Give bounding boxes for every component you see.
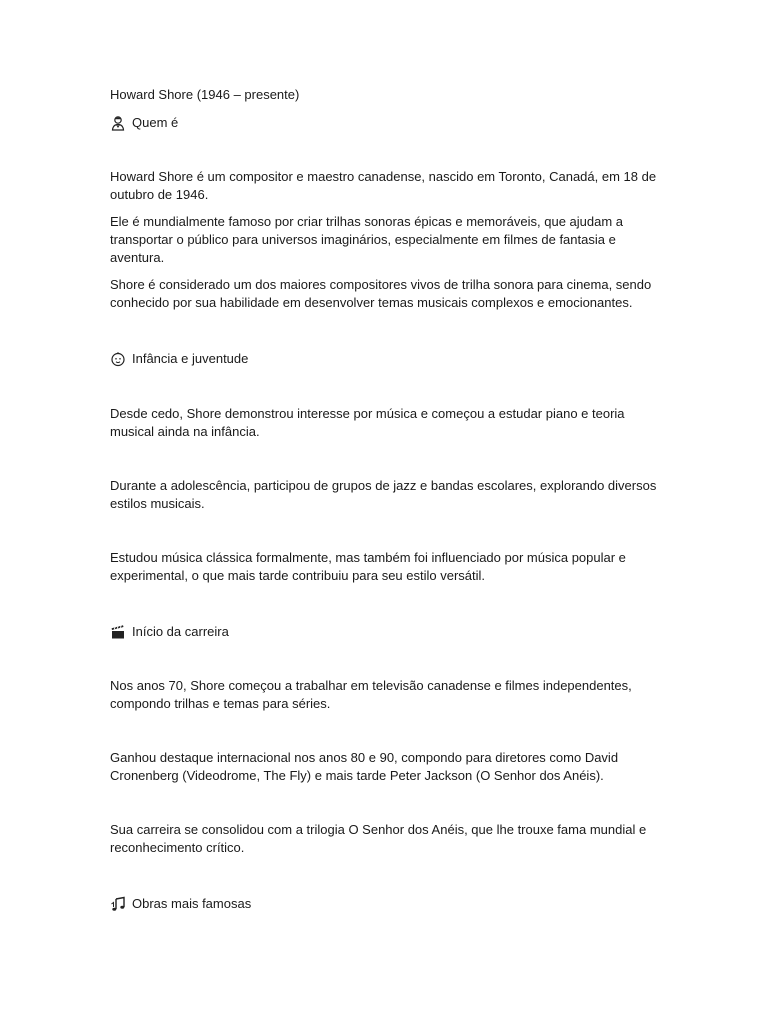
- document-title: Howard Shore (1946 – presente): [110, 87, 300, 102]
- document-page: [110, 86, 660, 913]
- paragraph: Ganhou destaque internacional nos anos 80 e 90, compondo para diretores como David Cronenberg (Videodrome, The Fly) e mais tarde Peter Jackson (O Senhor dos Anéis).: [110, 750, 619, 783]
- paragraph: Nos anos 70, Shore começou a trabalhar em televisão canadense e filmes independentes, compondo trilhas e temas para séries.: [110, 678, 632, 711]
- section-heading-label: Infância e juventude: [132, 351, 249, 366]
- section-heading-label: Obras mais famosas: [132, 896, 252, 911]
- clapperboard-icon: [110, 624, 126, 640]
- music-notes-icon: [110, 896, 126, 912]
- paragraph: Sua carreira se consolidou com a trilogia O Senhor dos Anéis, que lhe trouxe fama mundial e reconhecimento crítico.: [110, 822, 647, 855]
- section-heading-obras: [110, 895, 660, 913]
- paragraph: Estudou música clássica formalmente, mas também foi influenciado por música popular e experimental, o que mais tarde contribuiu para seu estilo versátil.: [110, 550, 626, 583]
- section-heading-carreira: [110, 623, 660, 641]
- section-heading-label: Início da carreira: [132, 624, 229, 639]
- section-heading-infancia: [110, 350, 660, 368]
- paragraph: Howard Shore é um compositor e maestro canadense, nascido em Toronto, Canadá, em 18 de outubro de 1946.: [110, 169, 657, 202]
- paragraph: Durante a adolescência, participou de grupos de jazz e bandas escolares, explorando diversos estilos musicais.: [110, 478, 657, 511]
- conductor-icon: [110, 115, 126, 131]
- section-heading-label: Quem é: [132, 115, 179, 130]
- baby-face-icon: [110, 351, 126, 367]
- paragraph: Shore é considerado um dos maiores compositores vivos de trilha sonora para cinema, sendo conhecido por sua habilidade em desenvolver temas musicais complexos e emocionantes.: [110, 277, 652, 310]
- paragraph: Ele é mundialmente famoso por criar trilhas sonoras épicas e memoráveis, que ajudam a transportar o público para universos imaginários, especialmente em filmes de fantasia e aventura.: [110, 214, 624, 265]
- section-heading-quem: [110, 114, 660, 132]
- paragraph: Desde cedo, Shore demonstrou interesse por música e começou a estudar piano e teoria musical ainda na infância.: [110, 406, 625, 439]
